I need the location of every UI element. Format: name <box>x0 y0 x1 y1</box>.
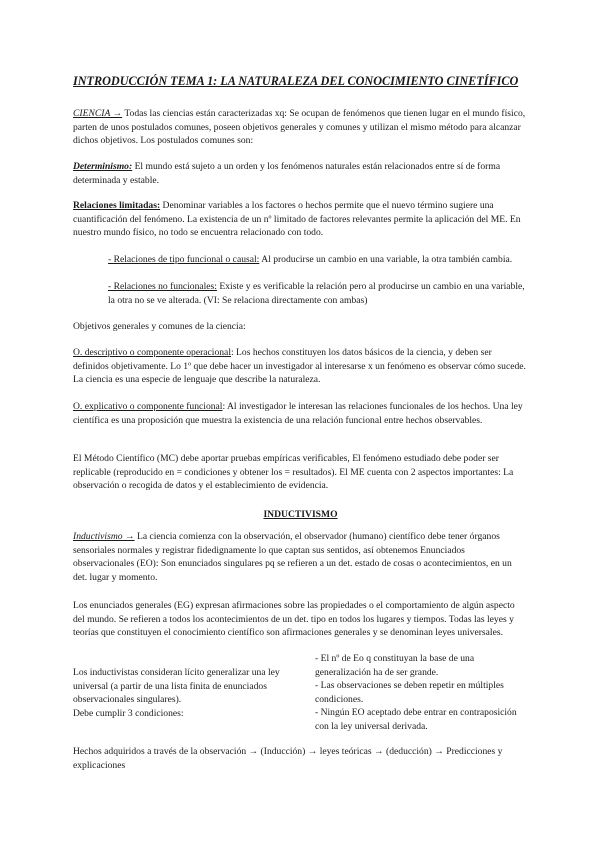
o-descriptivo-paragraph <box>73 346 528 387</box>
o-explicativo-term: O. explicativo o componente funcional <box>73 401 223 412</box>
determinismo-text: El mundo está sujeto a un orden y los fenómenos naturales están relacionados entre sí de forma determinada y estable. <box>73 161 501 186</box>
inductivistas-paragraph: Los inductivistas consideran lícito generalizar una ley universal (a partir de una lista finita de enunciados observacionales singulares). Debe cumplir 3 condiciones: <box>73 667 280 719</box>
relacion-causal-item <box>108 253 528 267</box>
relacion-no-funcional-text: Existe y es verificable la relación pero al producirse un cambio en una variable, la otra no se ve alterada. (VI: Se relaciona directamente con ambas) <box>108 281 525 306</box>
o-explicativo-paragraph <box>73 400 528 427</box>
objetivos-heading: Objetivos generales y comunes de la ciencia: <box>73 321 246 332</box>
condicion-item: - Ningún EO aceptado debe entrar en contraposición con la ley universal derivada. <box>315 707 517 732</box>
relaciones-paragraph <box>73 199 528 240</box>
relacion-no-funcional-term: - Relaciones no funcionales: <box>108 281 217 292</box>
metodo-paragraph: El Método Científico (MC) debe aportar pruebas empíricas verificables, El fenómeno estudiado debe poder ser replicable (reproducido en = condiciones y obtener los = resultados). El ME cuenta con 2 aspectos importantes: La observación o recogida de datos y el establecimiento de evidencia. <box>73 453 514 492</box>
inductivismo-term: Inductivismo → <box>73 531 135 542</box>
inductivismo-paragraph <box>73 530 528 584</box>
relacion-causal-term: - Relaciones de tipo funcional o causal: <box>108 254 260 265</box>
page-title: INTRODUCCIÓN TEMA 1: LA NATURALEZA DEL CONOCIMIENTO CINETÍFICO <box>73 74 519 88</box>
hechos-paragraph: Hechos adquiridos a través de la observación → (Inducción) → leyes teóricas → (deducción) → Predicciones y explicaciones <box>73 746 503 771</box>
o-descriptivo-term: O. descriptivo o componente operacional <box>73 347 231 358</box>
relaciones-term: Relaciones limitadas: <box>73 200 161 211</box>
determinismo-term: Determinismo: <box>73 161 133 172</box>
ciencia-text: Todas las ciencias están caracterizadas xq: Se ocupan de fenómenos que tienen lugar en el mundo físico, parten de unos postulados comunes, poseen objetivos generales y comunes y utilizan el mismo método para alcanzar dichos objetivos. Los postulados comunes son: <box>73 108 526 147</box>
enunciados-generales-paragraph: Los enunciados generales (EG) expresan afirmaciones sobre las propiedades o el comportamiento de algún aspecto del mundo. Se refieren a todos los acontecimientos de un det. tipo en todos los lugares y tiempos. Todas las leyes y teorías que constituyen el conocimiento científico son afirmaciones generales y se denominan leyes universales. <box>73 600 515 639</box>
o-descriptivo-text: : Los hechos constituyen los datos básicos de la ciencia, y deben ser definidos objetivamente. Lo 1º que debe hacer un investigador al interesarse x un fenómeno es observar cómo sucede. La ciencia es una especie de lenguaje que describe la naturaleza. <box>73 347 526 386</box>
o-explicativo-text: : Al investigador le interesan las relaciones funcionales de los hechos. Una ley científica es una proposición que muestra la existencia de una relación funcional entre hechos observables. <box>73 401 523 426</box>
condiciones-list <box>315 652 528 734</box>
inductivismo-heading: INDUCTIVISMO <box>263 509 338 520</box>
relacion-causal-text: Al producirse un cambio en una variable, la otra también cambia. <box>259 254 513 265</box>
ciencia-term: CIENCIA → <box>73 108 123 119</box>
condicion-item: - El nº de Eo q constituyan la base de una generalización ha de ser grande. <box>315 653 475 678</box>
inductivismo-text: La ciencia comienza con la observación, el observador (humano) científico debe tener órganos sensoriales normales y registrar fidedignamente lo que captan sus sentidos, así obtenemos Enunciados observacionales (EO): Son enunciados singulares pq se refieren a un det. estado de cosas o acontecimientos, en un det. lugar y momento. <box>73 531 512 583</box>
ciencia-paragraph <box>73 107 528 148</box>
condicion-item: - Las observaciones se deben repetir en múltiples condiciones. <box>315 680 504 705</box>
relaciones-text: Denominar variables a los factores o hechos permite que el nuevo término sugiere una cuantificación del fenómeno. La existencia de un nº limitado de factores relevantes permite la aplicación del ME. En nuestro mundo físico, no todo se encuentra relacionado con todo. <box>73 200 521 239</box>
relacion-no-funcional-item <box>108 280 528 307</box>
determinismo-paragraph <box>73 160 528 187</box>
